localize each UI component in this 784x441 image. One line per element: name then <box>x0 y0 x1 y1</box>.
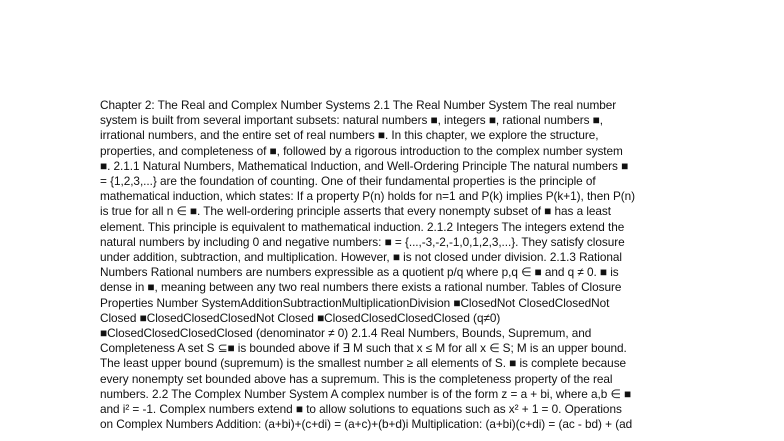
text-line: Closed ■ClosedClosedClosedNot Closed ■ClosedClosedClosedClosed (q≠0) <box>100 310 501 325</box>
text-line: dense in ■, meaning between any two real numbers there exists a rational number. Tables of Closure <box>100 280 622 295</box>
text-line: element. This principle is equivalent to mathematical induction. 2.1.2 Integers The integers extend the <box>100 219 625 234</box>
text-line: Properties Number SystemAdditionSubtractionMultiplicationDivision ■ClosedNot ClosedClosedNot <box>100 295 610 310</box>
text-line: properties, and completeness of ■, followed by a rigorous introduction to the complex number system <box>100 143 623 158</box>
text-line: Completeness A set S ⊆■ is bounded above if ∃ M such that x ≤ M for all x ∈ S; M is an upper bound. <box>100 341 627 356</box>
text-line: = {1,2,3,...} are the foundation of counting. One of their fundamental properties is the principle of <box>100 174 596 189</box>
text-line: Chapter 2: The Real and Complex Number Systems 2.1 The Real Number System The real number <box>100 98 617 112</box>
text-line: The least upper bound (supremum) is the smallest number ≥ all elements of S. ■ is complete because <box>100 356 627 371</box>
text-line: irrational numbers, and the entire set of real numbers ■. In this chapter, we explore the structure, <box>100 128 599 143</box>
text-line: system is built from several important subsets: natural numbers ■, integers ■, rational numbers ■, <box>100 113 603 128</box>
text-line: numbers. 2.2 The Complex Number System A complex number is of the form z = a + bi, where a,b ∈ ■ <box>100 386 632 401</box>
text-line: under addition, subtraction, and multiplication. However, ■ is not closed under division. 2.1.3 Rational <box>100 250 622 265</box>
document-body-text <box>100 98 772 432</box>
text-line: on Complex Numbers Addition: (a+bi)+(c+di) = (a+c)+(b+d)i Multiplication: (a+bi)(c+di) = (ac - bd) + (ad <box>100 417 633 432</box>
text-line: and i² = -1. Complex numbers extend ■ to allow solutions to equations such as x² + 1 = 0. Operations <box>100 402 622 417</box>
text-line: Numbers Rational numbers are numbers expressible as a quotient p/q where p,q ∈ ■ and q ≠ 0. ■ is <box>100 265 619 280</box>
text-line: mathematical induction, which states: If a property P(n) holds for n=1 and P(k) implies P(k+1), then P(n) <box>100 189 636 204</box>
text-line: is true for all n ∈ ■. The well-ordering principle asserts that every nonempty subset of ■ has a least <box>100 204 611 219</box>
text-line: ■ClosedClosedClosedClosed (denominator ≠ 0) 2.1.4 Real Numbers, Bounds, Supremum, and <box>100 326 592 341</box>
text-line: every nonempty set bounded above has a supremum. This is the completeness property of the real <box>100 371 613 386</box>
text-line: natural numbers by including 0 and negative numbers: ■ = {...,-3,-2,-1,0,1,2,3,...}. They satisfy closure <box>100 234 625 249</box>
text-line: ■. 2.1.1 Natural Numbers, Mathematical Induction, and Well-Ordering Principle The natural numbers ■ <box>100 158 629 173</box>
